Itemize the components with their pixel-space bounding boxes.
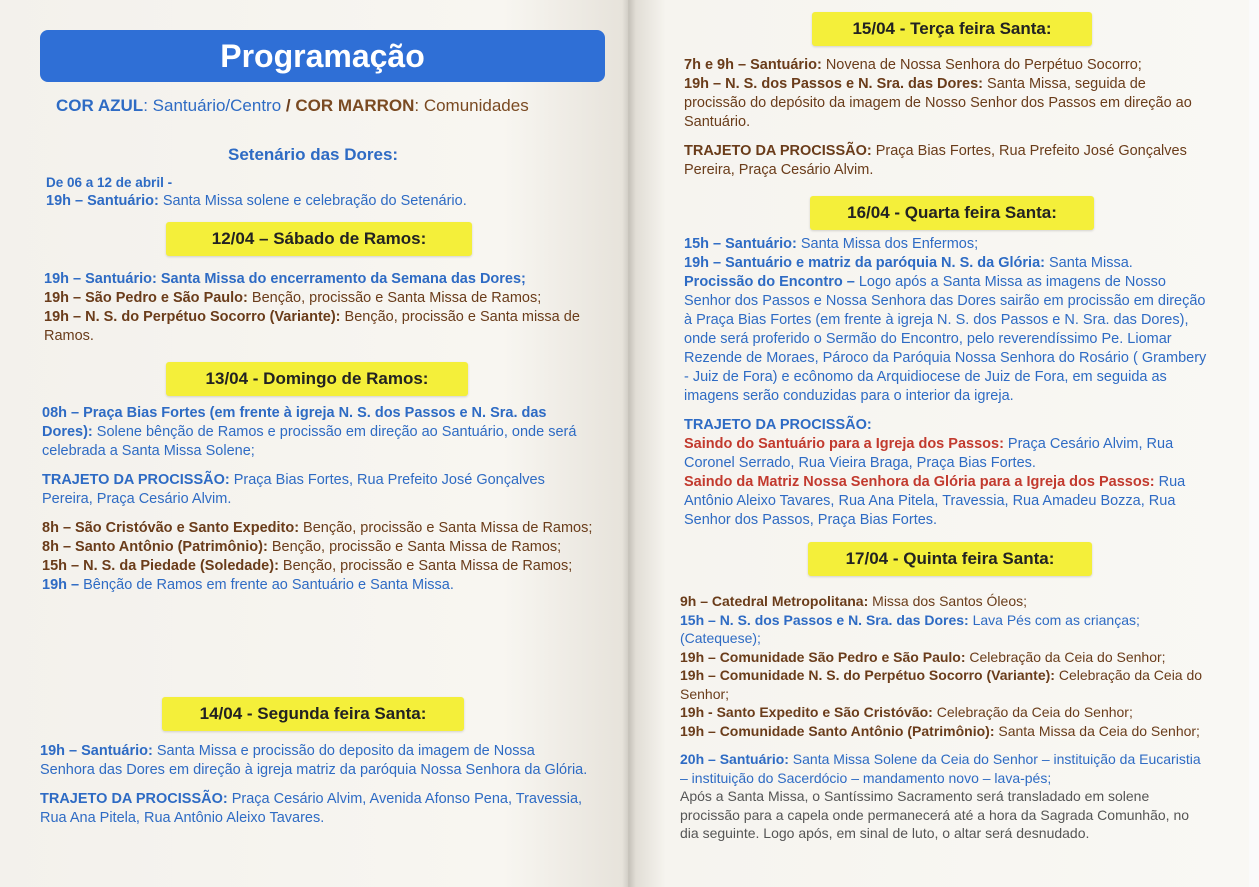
day6-line4-head: 19h – Comunidade N. S. do Perpétuo Socorro (Variante): — [680, 667, 1055, 683]
day6-line3-text: Celebração da Ceia do Senhor; — [965, 648, 1166, 665]
day3-route-head: TRAJETO DA PROCISSÃO: — [40, 791, 228, 807]
setenario-title: Setenário das Dores: — [228, 145, 399, 164]
day3-line1-text: Santa Missa e procissão do deposito da imagem de Nossa Senhora das Dores em direção à igreja matriz da paróquia Nossa Senhora da Glória. — [40, 743, 588, 778]
day3-line1-head: 19h – Santuário: — [40, 743, 153, 759]
day5-line1-text: Santa Missa dos Enfermos; — [796, 236, 979, 252]
day5-line2-head: 19h – Santuário e matriz da paróquia N. S. da Glória: — [684, 255, 1045, 271]
day5-route1-text: Praça Cesário Alvim, Rua Coronel Serrado, Rua Vieira Braga, Praça Bias Fortes. — [684, 436, 1174, 471]
legend-brown-text: : Comunidades — [414, 96, 529, 115]
day2-line2-text: Benção, procissão e Santa Missa de Ramos; — [299, 520, 593, 536]
day6-line2-head: 15h – N. S. dos Passos e N. Sra. das Dores: — [680, 611, 969, 628]
day6-line5-text: Celebração da Ceia do Senhor; — [932, 704, 1133, 720]
day6-line7-text: Santa Missa Solene da Ceia do Senhor – instituição da Eucaristia – instituição do Sacerdócio – mandamento novo – lava-pés; — [680, 751, 1201, 786]
day6-line3-head: 19h – Comunidade São Pedro e São Paulo: — [680, 648, 966, 665]
day-13-04-block — [42, 404, 594, 595]
color-legend — [56, 96, 529, 116]
day6-line7-head: 20h – Santuário: — [680, 751, 789, 767]
setenario-dates: De 06 a 12 de abril - — [46, 175, 173, 190]
day5-route1-head: Saindo do Santuário para a Igreja dos Passos: — [684, 436, 1004, 452]
day2-line4-head: 15h – N. S. da Piedade (Soledade): — [42, 558, 279, 574]
day-12-04-block — [44, 270, 594, 346]
day4-route-head: TRAJETO DA PROCISSÃO: — [684, 143, 872, 159]
setenario-text: Santa Missa solene e celebração do Setenário. — [162, 193, 467, 209]
day-label-14-04: 14/04 - Segunda feira Santa: — [162, 697, 464, 731]
day2-line3-text: Benção, procissão e Santa Missa de Ramos; — [267, 539, 562, 555]
legend-brown-label: COR MARRON — [295, 96, 415, 115]
day2-route-head: TRAJETO DA PROCISSÃO: — [42, 472, 230, 488]
day2-line1-head: 08h – Praça Bias Fortes (em frente à igreja N. S. dos Passos e N. Sra. das Dores): — [42, 405, 547, 440]
day3-route-text: Praça Cesário Alvim, Avenida Afonso Pena, Travessia, Rua Ana Pitela, Rua Antônio Aleixo Tavares. — [40, 791, 583, 826]
day6-line2-text: Lava Pés com as crianças; (Catequese); — [680, 611, 1140, 646]
page-gutter — [622, 0, 636, 887]
day1-line3-text: Benção, procissão e Santa missa de Ramos. — [44, 309, 580, 344]
day-17-04-block — [680, 592, 1206, 843]
day5-line1-head: 15h – Santuário: — [684, 236, 797, 252]
day4-line2-text: Santa Missa, seguida de procissão do depósito da imagem de Nosso Senhor dos Passos em direção ao Santuário. — [684, 76, 1192, 130]
day6-line6-head: 19h – Comunidade Santo Antônio (Patrimônio): — [680, 722, 995, 739]
page-title: Programação — [40, 30, 605, 82]
legend-blue-label: COR AZUL — [56, 96, 144, 115]
legend-slash: / — [285, 96, 291, 115]
day2-line5-head: 19h – — [42, 577, 80, 593]
day1-line3-head: 19h – N. S. do Perpétuo Socorro (Variante): — [44, 309, 341, 325]
day-15-04-block — [684, 56, 1208, 180]
day4-line2-head: 19h – N. S. dos Passos e N. Sra. das Dores: — [684, 76, 983, 92]
day2-line4-text: Benção, procissão e Santa Missa de Ramos; — [278, 558, 573, 574]
day-16-04-block — [684, 235, 1208, 530]
day5-route2-head: Saindo da Matriz Nossa Senhora da Glória para a Igreja dos Passos: — [684, 474, 1155, 490]
day6-line4-text: Celebração da Ceia do Senhor; — [680, 667, 1203, 702]
day6-line5-head: 19h - Santo Expedito e São Cristóvão: — [680, 704, 933, 720]
day5-line2-text: Santa Missa. — [1044, 255, 1133, 271]
day2-line5-text: Bênção de Ramos em frente ao Santuário e Santa Missa. — [79, 577, 454, 593]
day-label-16-04: 16/04 - Quarta feira Santa: — [810, 196, 1094, 230]
setenario-block — [46, 173, 606, 211]
day1-line2-text: Benção, procissão e Santa Missa de Ramos; — [247, 290, 542, 306]
day2-line3-head: 8h – Santo Antônio (Patrimônio): — [42, 539, 268, 555]
day6-line1-text: Missa dos Santos Óleos; — [868, 593, 1028, 609]
day5-route-head: TRAJETO DA PROCISSÃO: — [684, 417, 872, 433]
day-label-17-04: 17/04 - Quinta feira Santa: — [808, 542, 1092, 576]
day4-route-text: Praça Bias Fortes, Rua Prefeito José Gonçalves Pereira, Praça Cesário Alvim. — [684, 143, 1187, 178]
day6-line1-head: 9h – Catedral Metropolitana: — [680, 593, 869, 609]
day-label-15-04: 15/04 - Terça feira Santa: — [812, 12, 1092, 46]
day-14-04-block — [40, 742, 590, 828]
day2-line1-text: Solene bênção de Ramos e procissão em direção ao Santuário, onde será celebrada a Santa Missa Solene; — [42, 424, 577, 459]
day5-line3-head: Procissão do Encontro – — [684, 274, 855, 290]
day4-line1-head: 7h e 9h – Santuário: — [684, 57, 822, 73]
day2-line2-head: 8h – São Cristóvão e Santo Expedito: — [42, 520, 300, 536]
day2-route-text: Praça Bias Fortes, Rua Prefeito José Gonçalves Pereira, Praça Cesário Alvim. — [42, 472, 545, 507]
day1-line2-head: 19h – São Pedro e São Paulo: — [44, 290, 248, 306]
day6-line6-text: Santa Missa da Ceia do Senhor; — [994, 722, 1200, 739]
day1-line1: 19h – Santuário: Santa Missa do encerramento da Semana das Dores; — [44, 271, 526, 287]
day6-line8-text: Após a Santa Missa, o Santíssimo Sacramento será transladado em solene procissão para a capela onde permanecerá até a hora da Sagrada Comunhão, no dia seguinte. Logo após, em sinal de luto, o altar será desnudado. — [680, 788, 1190, 841]
day5-line3-text: Logo após a Santa Missa as imagens de Nosso Senhor dos Passos e Nossa Senhora das Dores sairão em procissão em direção à Praça Bias Fortes (em frente à igreja N. S. dos Passos e N. Sra. das Dores), onde será proferido o Sermão do Encontro, pelo reverendíssimo Pe. Liomar Rezende de Moraes, Pároco da Paróquia Nossa Senhora do Rosário ( Grambery - Juiz de Fora) e ecônomo da Arquidiocese de Juiz de Fora, em seguida as imagens serão conduzidas para o interior da igreja. — [684, 274, 1207, 404]
day-label-12-04: 12/04 – Sábado de Ramos: — [166, 222, 472, 256]
day4-line1-text: Novena de Nossa Senhora do Perpétuo Socorro; — [821, 57, 1142, 73]
setenario-time: 19h – Santuário: — [46, 193, 159, 209]
page-edge — [1249, 0, 1259, 887]
legend-blue-text: : Santuário/Centro — [143, 96, 282, 115]
day5-route2-text: Rua Antônio Aleixo Tavares, Rua Ana Pitela, Travessia, Rua Amadeu Bozza, Rua Senhor dos Passos, Praça Bias Fortes. — [684, 474, 1186, 528]
day-label-13-04: 13/04 - Domingo de Ramos: — [166, 362, 468, 396]
